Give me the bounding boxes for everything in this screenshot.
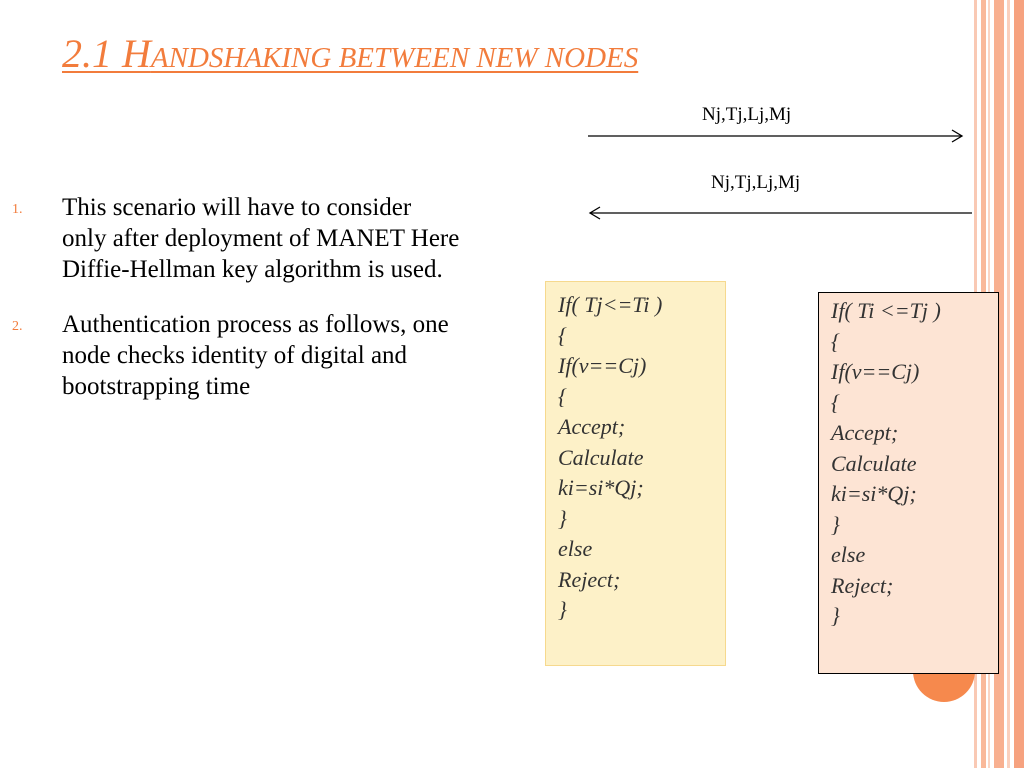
stripe bbox=[1014, 0, 1024, 768]
stripe bbox=[1007, 0, 1010, 768]
code-line: ki=si*Qj; bbox=[831, 481, 917, 506]
code-box-left bbox=[545, 281, 726, 666]
code-line: else bbox=[831, 542, 866, 567]
code-line: If( Ti <=Tj ) bbox=[831, 298, 941, 323]
code-line: Calculate bbox=[831, 450, 917, 476]
code-line: } bbox=[831, 511, 840, 537]
code-line: else bbox=[558, 536, 593, 561]
code-line: Reject; bbox=[558, 566, 621, 592]
list-item-text: Authentication process as follows, one node checks identity of digital and bootstrapping time bbox=[62, 311, 449, 400]
left-arrow-icon bbox=[586, 205, 976, 221]
code-line: If(v==Cj) bbox=[558, 353, 647, 378]
right-arrow-icon bbox=[588, 128, 968, 144]
code-line: { bbox=[558, 322, 567, 348]
code-line: } bbox=[558, 597, 567, 622]
slide-title bbox=[62, 30, 638, 78]
code-line: } bbox=[831, 603, 840, 628]
code-line: Reject; bbox=[831, 572, 894, 598]
title-rest: ANDSHAKING BETWEEN NEW NODES bbox=[150, 42, 639, 74]
message-label-incoming: Nj,Tj,Lj,Mj bbox=[711, 172, 801, 193]
code-line: Accept; bbox=[831, 420, 899, 445]
list-item bbox=[0, 309, 460, 402]
code-line: Accept; bbox=[558, 414, 626, 439]
list-number: 1. bbox=[12, 202, 23, 217]
code-line: { bbox=[558, 383, 567, 409]
list-item-text: This scenario will have to consider only after deployment of MANET Here Diffie-Hellman key algorithm is used. bbox=[62, 194, 460, 283]
code-line: If( Tj<=Ti ) bbox=[558, 292, 663, 317]
code-box-right bbox=[818, 292, 999, 674]
list-item bbox=[0, 192, 460, 285]
code-line: } bbox=[558, 505, 567, 531]
message-label-outgoing: Nj,Tj,Lj,Mj bbox=[702, 104, 792, 125]
code-line: { bbox=[831, 328, 840, 354]
code-line: ki=si*Qj; bbox=[558, 475, 644, 500]
code-line: { bbox=[831, 389, 840, 415]
list-number: 2. bbox=[12, 319, 23, 334]
code-line: If(v==Cj) bbox=[831, 359, 920, 384]
title-first: 2.1 H bbox=[62, 31, 151, 76]
numbered-list bbox=[0, 192, 460, 426]
code-line: Calculate bbox=[558, 444, 644, 470]
